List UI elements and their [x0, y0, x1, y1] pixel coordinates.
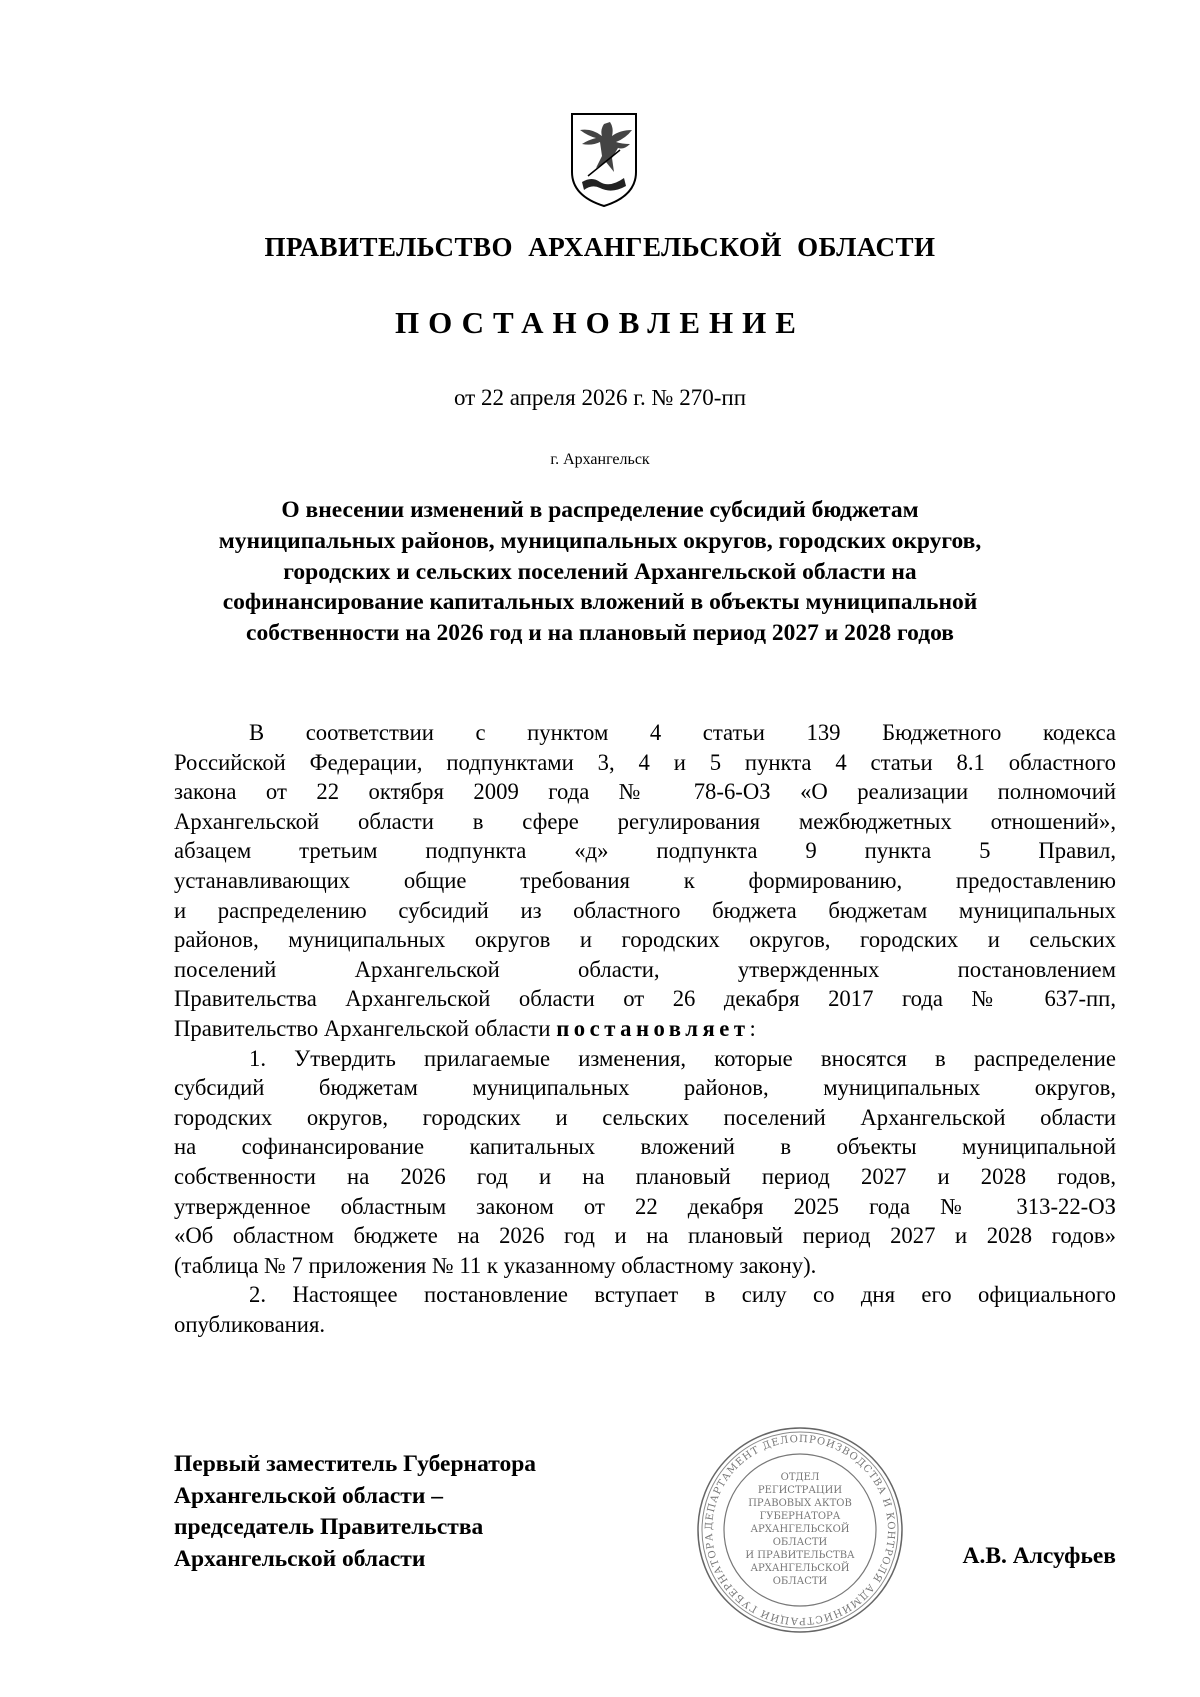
- position-line: Первый заместитель Губернатора: [174, 1451, 537, 1477]
- preamble-end: Правительство Архангельской области: [174, 1015, 557, 1041]
- item2-line: опубликования.: [174, 1311, 326, 1337]
- body-line: В соответствии с пунктом 4 статьи 139 Бюджетного кодекса: [249, 720, 1116, 745]
- government-name: ПРАВИТЕЛЬСТВО АРХАНГЕЛЬСКОЙ ОБЛАСТИ: [264, 232, 936, 262]
- body-line: поселений Архангельской области, утвержденных постановлением: [174, 956, 1116, 982]
- title-line: муниципальных районов, муниципальных округов, городских округов,: [218, 527, 982, 554]
- seal-center-line: ПРАВОВЫХ АКТОВ: [748, 1498, 852, 1509]
- document-city: г. Архангельск: [550, 451, 650, 468]
- decree-word: постановляет: [556, 1015, 750, 1041]
- body-line: районов, муниципальных округов и городских округов, городских и сельских: [174, 927, 1116, 953]
- title-line: О внесении изменений в распределение субсидий бюджетам: [281, 497, 919, 523]
- body-line: Архангельской области в сфере регулирования межбюджетных отношений»,: [174, 808, 1116, 834]
- document-title: [0, 495, 1200, 649]
- seal-ring-text: ДЕПАРТАМЕНТ ДЕЛОПРОИЗВОДСТВА И КОНТРОЛЯ АДМИНИСТРАЦИИ ГУБЕРНАТОРА: [703, 1433, 897, 1627]
- signatory-name: А.В. Алсуфьев: [962, 1543, 1116, 1569]
- document-body: [174, 718, 1116, 1339]
- body-line: закона от 22 октября 2009 года № 78-6-ОЗ «О реализации полномочий: [174, 779, 1116, 805]
- item1-line: утвержденное областным законом от 22 декабря 2025 года № 313-22-ОЗ: [174, 1193, 1116, 1219]
- body-line: и распределению субсидий из областного бюджета бюджетам муниципальных: [174, 897, 1116, 923]
- body-line: Правительства Архангельской области от 26 декабря 2017 года № 637-пп,: [174, 986, 1116, 1012]
- seal-center-line: РЕГИСТРАЦИИ: [757, 1485, 843, 1496]
- seal-center-line: АРХАНГЕЛЬСКОЙ: [750, 1563, 850, 1574]
- signatory-position: [174, 1449, 536, 1575]
- item1-line: 1. Утвердить прилагаемые изменения, которые вносятся в распределение: [249, 1045, 1116, 1071]
- body-line: абзацем третьим подпункта «д» подпункта 9 пункта 5 Правил,: [174, 838, 1116, 864]
- position-line: Архангельской области: [174, 1545, 426, 1572]
- item1-line: на софинансирование капитальных вложений в объекты муниципальной: [174, 1134, 1116, 1160]
- item1-line: субсидий бюджетам муниципальных районов, муниципальных округов,: [174, 1075, 1116, 1101]
- seal-center-line: ОБЛАСТИ: [772, 1537, 828, 1548]
- title-line: городских и сельских поселений Архангельской области на: [283, 558, 917, 585]
- item1-line: (таблица № 7 приложения № 11 к указанному областному закону).: [174, 1252, 817, 1278]
- item1-line: собственности на 2026 год и на плановый период 2027 и 2028 годов,: [174, 1163, 1116, 1189]
- title-line: собственности на 2026 год и на плановый период 2027 и 2028 годов: [246, 620, 954, 647]
- coat-of-arms-icon: [568, 110, 640, 210]
- seal-center-line: ОТДЕЛ: [780, 1472, 820, 1483]
- position-line: Архангельской области –: [174, 1482, 443, 1509]
- body-line: Российской Федерации, подпунктами 3, 4 и 5 пункта 4 статьи 8.1 областного: [174, 749, 1116, 775]
- item2-line: 2. Настоящее постановление вступает в силу со дня его официального: [249, 1282, 1116, 1308]
- document-date-number: от 22 апреля 2026 г. № 270-пп: [453, 385, 747, 410]
- position-line: председатель Правительства: [174, 1514, 484, 1540]
- official-seal: [695, 1425, 905, 1635]
- seal-center-line: ГУБЕРНАТОРА: [759, 1511, 841, 1522]
- item1-line: городских округов, городских и сельских поселений Архангельской области: [174, 1104, 1116, 1130]
- seal-center-line: ОБЛАСТИ: [772, 1576, 828, 1587]
- item1-line: «Об областном бюджете на 2026 год и на плановый период 2027 и 2028 годов»: [174, 1223, 1116, 1249]
- seal-center-line: И ПРАВИТЕЛЬСТВА: [745, 1550, 855, 1561]
- decree-colon: :: [749, 1015, 756, 1041]
- seal-center-line: АРХАНГЕЛЬСКОЙ: [750, 1524, 850, 1535]
- title-line: софинансирование капитальных вложений в объекты муниципальной: [222, 589, 978, 616]
- decree-line: [174, 1014, 1116, 1044]
- body-line: устанавливающих общие требования к формированию, предоставлению: [174, 867, 1116, 893]
- document-type: ПОСТАНОВЛЕНИЕ: [395, 305, 805, 340]
